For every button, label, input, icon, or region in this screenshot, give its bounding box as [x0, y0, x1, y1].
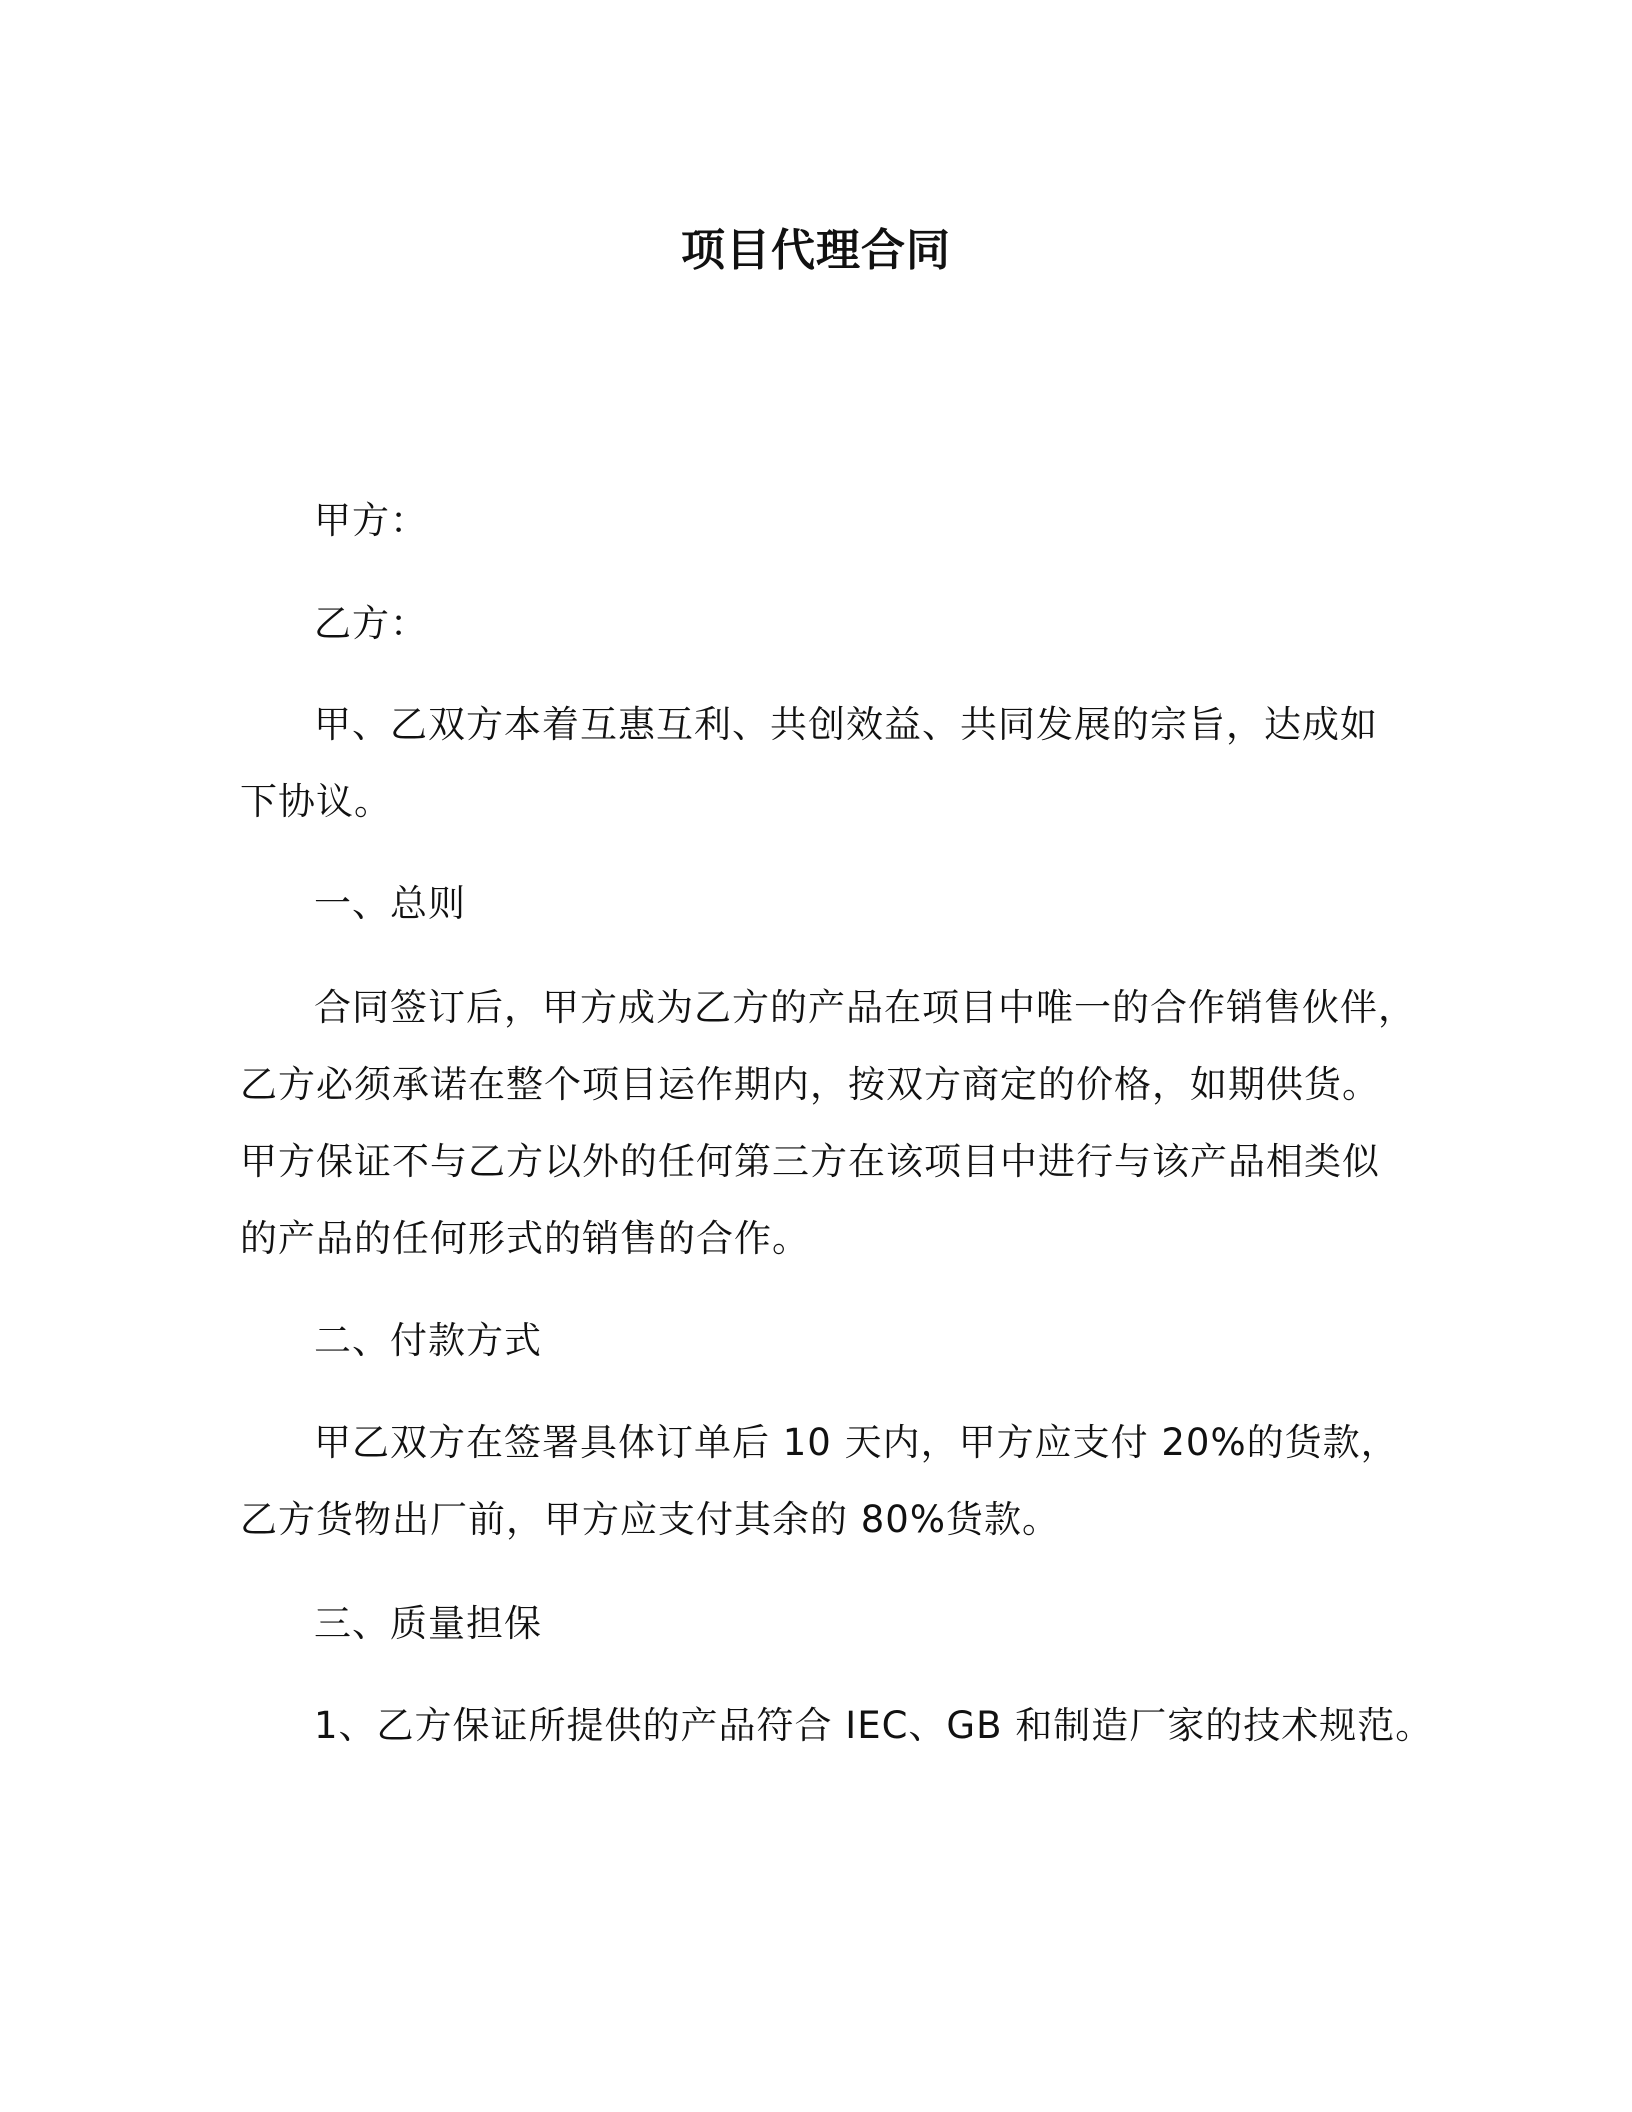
- section1-heading-text: 一、总则: [314, 882, 466, 925]
- section1-line-3: 甲方保证不与乙方以外的任何第三方在该项目中进行与该产品相类似: [240, 1140, 1380, 1183]
- section1-line-4: 的产品的任何形式的销售的合作。: [240, 1217, 810, 1260]
- section2-line-2: 乙方货物出厂前，甲方应支付其余的 80%货款。: [240, 1498, 1060, 1541]
- intro-line-1: 甲、乙双方本着互惠互利、共创效益、共同发展的宗旨，达成如: [314, 703, 1378, 746]
- party-b-text: 乙方：: [314, 602, 428, 645]
- document-title: 项目代理合同: [681, 225, 951, 276]
- party-a-text: 甲方：: [314, 499, 428, 542]
- intro-paragraph: [240, 686, 1380, 840]
- section3-heading-text: 三、质量担保: [314, 1602, 542, 1645]
- party-b-label: [240, 585, 1380, 662]
- section1-line-1: 合同签订后，甲方成为乙方的产品在项目中唯一的合作销售伙伴，: [314, 986, 1416, 1029]
- section1-line-2: 乙方必须承诺在整个项目运作期内，按双方商定的价格，如期供货。: [240, 1063, 1380, 1106]
- section3-heading: [240, 1585, 1380, 1662]
- section3-item-1: [240, 1687, 1434, 1764]
- party-a-label: [240, 482, 1380, 559]
- section3-item-1-text: 1、乙方保证所提供的产品符合 IEC、GB 和制造厂家的技术规范。: [314, 1704, 1434, 1747]
- section2-line-1: 甲乙双方在签署具体订单后 10 天内，甲方应支付 20%的货款，: [314, 1421, 1399, 1464]
- section2-paragraph: [240, 1404, 1399, 1558]
- section1-paragraph: [240, 969, 1416, 1277]
- intro-line-2: 下协议。: [240, 780, 392, 823]
- section2-heading: [240, 1302, 1380, 1379]
- section1-heading: [240, 865, 1380, 942]
- section2-heading-text: 二、付款方式: [314, 1319, 542, 1362]
